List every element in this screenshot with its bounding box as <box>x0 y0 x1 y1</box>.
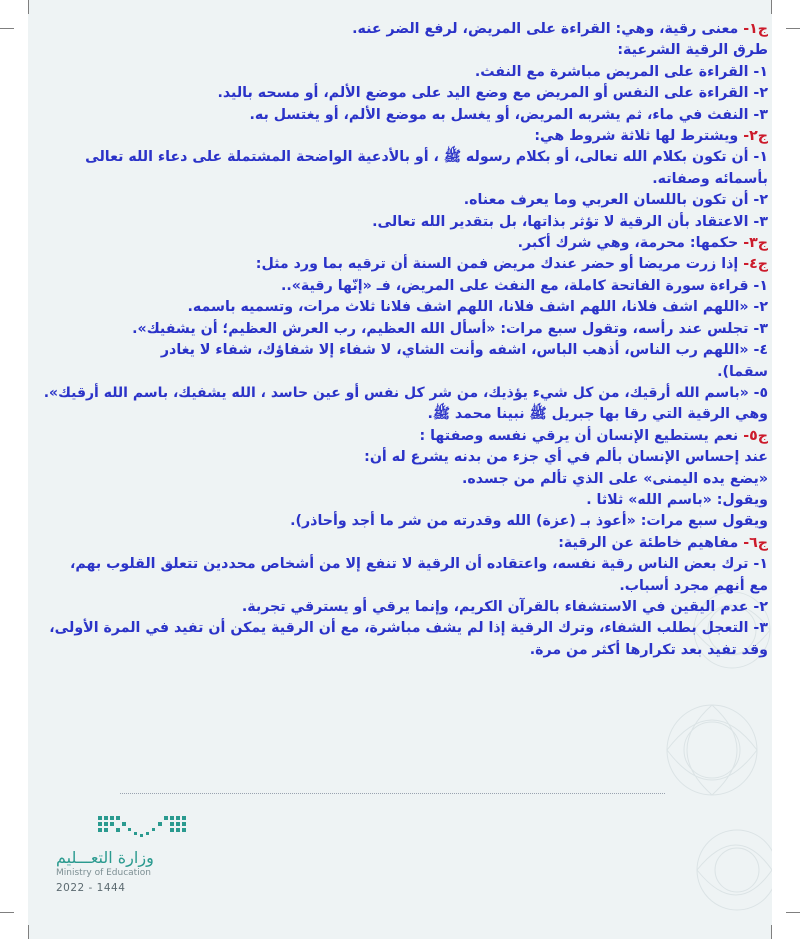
answer-number-label: ج٣- <box>743 235 768 252</box>
crop-mark <box>786 912 800 913</box>
text-line <box>40 469 768 490</box>
text-line <box>40 190 768 211</box>
line-text: ٤- «اللهم رب الناس، أذهب الباس، اشفه وأنت الشاي، لا شفاء إلا شفاؤك، شفاء لا يغادر <box>160 342 768 359</box>
answer-heading-line <box>40 254 768 275</box>
line-text: ٣- النفث في ماء، ثم يشربه المريض، أو يغسل به موضع الألم، أو يغتسل به. <box>249 106 768 123</box>
ministry-logo-dots-icon <box>96 812 196 842</box>
text-line <box>40 319 768 340</box>
ministry-name-arabic: وزارة التعـــليم <box>56 848 154 867</box>
line-text: ويقول سبع مرات: «أعوذ بـ (عزة) الله وقدرته من شر ما أجد وأحاذر). <box>290 513 768 530</box>
line-text: ١- أن تكون بكلام الله تعالى، أو بكلام رسوله ﷺ ، أو بالأدعية الواضحة المشتملة على دعاء الله تعالى <box>85 149 768 166</box>
text-line <box>40 169 768 190</box>
line-text: ٣- الاعتقاد بأن الرقية لا تؤثر بذاتها، بل بتقدير الله تعالى. <box>372 213 768 230</box>
line-text: ١- القراءة على المريض مباشرة مع النفث. <box>474 63 768 80</box>
text-line <box>40 105 768 126</box>
text-line <box>40 490 768 511</box>
line-text: ويشترط لها ثلاثة شروط هي: <box>534 128 744 145</box>
crop-mark <box>0 912 14 913</box>
answer-heading-line <box>40 426 768 447</box>
text-line <box>40 340 768 361</box>
text-line <box>40 83 768 104</box>
answer-heading-line <box>40 19 768 40</box>
text-line <box>40 147 768 168</box>
answer-text-block <box>40 19 768 661</box>
line-text: ٥- «باسم الله أرقيك، من كل شيء يؤذيك، من شر كل نفس أو عين حاسد ، الله يشفيك، باسم الله أرقيك». <box>43 384 768 401</box>
text-line <box>40 383 768 404</box>
line-text: ٣- التعجل بطلب الشفاء، وترك الرقية إذا لم يشف مباشرة، مع أن الرقية يمكن أن تفيد في المرة الأولى، <box>49 620 768 637</box>
text-line <box>40 297 768 318</box>
text-line <box>40 618 768 639</box>
line-text: حكمها: محرمة، وهي شرك أكبر. <box>517 235 744 252</box>
crop-mark <box>0 28 14 29</box>
line-text: ٢- القراءة على النفس أو المريض مع وضع اليد على موضع الألم، أو مسحه باليد. <box>217 85 768 102</box>
line-text: نعم يستطيع الإنسان أن يرقي نفسه وصفتها : <box>419 427 744 444</box>
answer-number-label: ج٥- <box>743 427 768 444</box>
crop-mark <box>771 0 772 14</box>
text-line <box>40 511 768 532</box>
line-text: وقد تفيد بعد تكرارها أكثر من مرة. <box>529 641 768 658</box>
ministry-logo <box>56 808 216 898</box>
text-line <box>40 447 768 468</box>
text-line <box>40 640 768 661</box>
answer-number-label: ج٢- <box>743 128 768 145</box>
text-line <box>40 212 768 233</box>
text-line <box>40 597 768 618</box>
line-text: مع أنهم مجرد أسباب. <box>619 577 768 594</box>
line-text: ١- قراءة سورة الفاتحة كاملة، مع النفث على المريض، فـ «إنّها رقية».. <box>280 277 768 294</box>
line-text: ويقول: «باسم الله» ثلاثا . <box>586 491 768 508</box>
line-text: طرق الرقية الشرعية: <box>617 42 768 59</box>
text-line <box>40 40 768 61</box>
line-text: ١- ترك بعض الناس رقية نفسه، واعتقاده أن الرقية لا تنفع إلا من أشخاص محددين تتعلق القلوب بهم، <box>70 556 768 573</box>
answer-heading-line <box>40 126 768 147</box>
text-line <box>40 62 768 83</box>
text-line <box>40 404 768 425</box>
text-line <box>40 576 768 597</box>
crop-mark <box>28 0 29 14</box>
answer-number-label: ج١- <box>743 21 768 37</box>
line-text: إذا زرت مريضا أو حضر عندك مريض فمن السنة أن ترقيه بما ورد مثل: <box>255 256 744 273</box>
answer-number-label: ج٦- <box>743 534 768 551</box>
text-line <box>40 362 768 383</box>
dotted-separator <box>120 793 665 794</box>
crop-mark <box>786 28 800 29</box>
line-text: ٢- أن تكون باللسان العربي وما يعرف معناه. <box>463 192 768 209</box>
text-line <box>40 276 768 297</box>
line-text: سقما). <box>717 363 768 380</box>
line-text: بأسمائه وصفاته. <box>652 170 768 187</box>
answer-heading-line <box>40 533 768 554</box>
crop-mark <box>28 925 29 939</box>
line-text: مفاهيم خاطئة عن الرقية: <box>558 534 744 551</box>
line-text: «يضع يده اليمنى» على الذي تألم من جسده. <box>462 470 768 487</box>
line-text: وهي الرقية التي رقا بها جبريل ﷺ نبينا محمد ﷺ. <box>427 406 768 423</box>
line-text: عند إحساس الإنسان بألم في أي جزء من بدنه يشرع له أن: <box>364 449 768 466</box>
line-text: معنى رقية، وهي: القراءة على المريض، لرفع الضر عنه. <box>352 21 744 37</box>
answer-heading-line <box>40 233 768 254</box>
ministry-name-english: Ministry of Education <box>56 868 151 878</box>
edition-year: 2022 - 1444 <box>56 882 126 894</box>
line-text: ٢- «اللهم اشف فلانا، اللهم اشف فلانا، اللهم اشف فلانا ثلاث مرات، وتسميه باسمه. <box>187 299 768 316</box>
text-line <box>40 554 768 575</box>
answer-number-label: ج٤- <box>743 256 768 273</box>
line-text: ٣- تجلس عند رأسه، وتقول سبع مرات: «أسأل الله العظيم، رب العرش العظيم؛ أن يشفيك». <box>132 320 768 337</box>
line-text: ٢- عدم اليقين في الاستشفاء بالقرآن الكريم، وإنما يرقي أو يسترقي تجربة. <box>241 598 768 615</box>
